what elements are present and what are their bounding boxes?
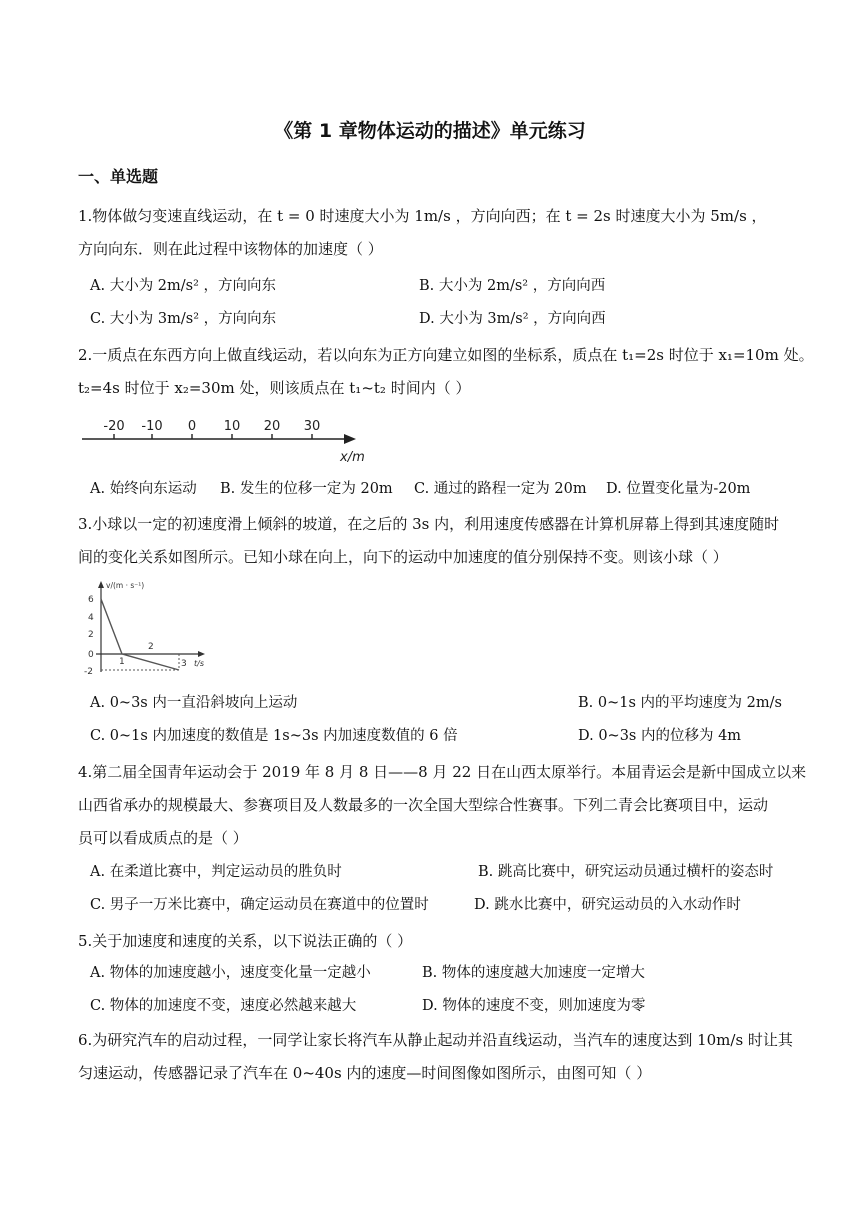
tick-label-20: 20 xyxy=(263,419,281,434)
y-tick-4: 4 xyxy=(88,613,94,623)
q5-option-b: B. 物体的速度越大加速度一定增大 xyxy=(422,965,645,981)
t-axis-label: t/s xyxy=(194,659,204,668)
v-axis-label: v/(m · s⁻¹) xyxy=(106,581,145,590)
tick-label-minus20: -20 xyxy=(103,419,125,434)
tick-label-minus10: -10 xyxy=(141,419,163,434)
y-tick-2: 2 xyxy=(88,630,94,640)
q1-option-c: C. 大小为 3m/s² ，方向向东 xyxy=(90,311,277,327)
q6-stem-line2: 匀速运动，传感器记录了汽车在 0~40s 内的速度—时间图像如图所示，由图可知（ ） xyxy=(78,1064,652,1082)
q3-option-b: B. 0~1s 内的平均速度为 2m/s xyxy=(578,695,782,711)
velocity-time-graph xyxy=(84,576,214,682)
q5-option-a: A. 物体的加速度越小，速度变化量一定越小 xyxy=(90,965,371,981)
y-tick-minus2: -2 xyxy=(84,667,93,677)
v-axis-arrow xyxy=(98,581,104,588)
q2-stem-line2: t₂=4s 时位于 x₂=30m 处，则该质点在 t₁~t₂ 时间内（ ） xyxy=(78,379,471,397)
x-tick-1: 1 xyxy=(119,657,125,667)
q3-stem-line2: 间的变化关系如图所示。已知小球在向上，向下的运动中加速度的值分别保持不变。则该小球（ ） xyxy=(78,548,728,566)
q4-option-a: A. 在柔道比赛中，判定运动员的胜负时 xyxy=(90,864,342,880)
q5-option-d: D. 物体的速度不变，则加速度为零 xyxy=(422,998,646,1014)
tick-label-0: 0 xyxy=(187,419,197,434)
tick-label-10: 10 xyxy=(223,419,241,434)
q4-option-d: D. 跳水比赛中，研究运动员的入水动作时 xyxy=(474,897,741,913)
q1-option-d: D. 大小为 3m/s² ，方向向西 xyxy=(419,311,606,327)
y-tick-6: 6 xyxy=(88,595,94,605)
q1-option-b: B. 大小为 2m/s² ，方向向西 xyxy=(419,278,606,294)
q3-option-d: D. 0~3s 内的位移为 4m xyxy=(578,728,742,744)
graph-segment-return xyxy=(122,654,179,670)
q2-option-b: B. 发生的位移一定为 20m xyxy=(220,481,393,497)
axis-arrow-head xyxy=(344,434,356,444)
axis-label-x: x/m xyxy=(340,450,365,465)
q3-stem-line1: 3.小球以一定的初速度滑上倾斜的坡道，在之后的 3s 内，利用速度传感器在计算机屏幕上得到其速度随时 xyxy=(78,515,780,533)
y-tick-0: 0 xyxy=(88,650,94,660)
section-heading: 一、单选题 xyxy=(78,167,159,186)
number-line-figure xyxy=(82,412,372,468)
q1-stem-line2: 方向向东．则在此过程中该物体的加速度（ ） xyxy=(78,240,383,258)
x-tick-2: 2 xyxy=(148,642,154,652)
q5-stem-line1: 5.关于加速度和速度的关系，以下说法正确的（ ） xyxy=(78,932,413,950)
q2-option-c: C. 通过的路程一定为 20m xyxy=(414,481,587,497)
q1-option-a: A. 大小为 2m/s² ，方向向东 xyxy=(90,278,277,294)
q3-option-a: A. 0~3s 内一直沿斜坡向上运动 xyxy=(90,695,298,711)
q3-option-c: C. 0~1s 内加速度的数值是 1s~3s 内加速度数值的 6 倍 xyxy=(90,728,458,744)
x-tick-3: 3 xyxy=(181,659,187,669)
q6-stem-line1: 6.为研究汽车的启动过程，一同学让家长将汽车从静止起动并沿直线运动，当汽车的速度达到 10m/s 时让其 xyxy=(78,1031,793,1049)
q2-stem-line1: 2.一质点在东西方向上做直线运动，若以向东为正方向建立如图的坐标系，质点在 t₁=2s 时位于 x₁=10m 处。 xyxy=(78,346,814,364)
q2-option-a: A. 始终向东运动 xyxy=(90,481,197,497)
q4-stem-line1: 4.第二届全国青年运动会于 2019 年 8 月 8 日——8 月 22 日在山西太原举行。本届青运会是新中国成立以来 xyxy=(78,763,807,781)
graph-segment-decel xyxy=(101,599,122,654)
q5-option-c: C. 物体的加速度不变，速度必然越来越大 xyxy=(90,998,357,1014)
t-axis-arrow xyxy=(198,651,205,657)
q4-option-c: C. 男子一万米比赛中，确定运动员在赛道中的位置时 xyxy=(90,897,429,913)
q4-stem-line3: 员可以看成质点的是（ ） xyxy=(78,829,248,847)
page-title: 《第 1 章物体运动的描述》单元练习 xyxy=(274,120,586,142)
tick-label-30: 30 xyxy=(303,419,321,434)
q4-stem-line2: 山西省承办的规模最大、参赛项目及人数最多的一次全国大型综合性赛事。下列二青会比赛项目中，运动 xyxy=(78,796,769,814)
q4-option-b: B. 跳高比赛中，研究运动员通过横杆的姿态时 xyxy=(478,864,774,880)
q2-option-d: D. 位置变化量为-20m xyxy=(606,481,751,497)
q1-stem-line1: 1.物体做匀变速直线运动，在 t = 0 时速度大小为 1m/s ，方向向西；在 t = 2s 时速度大小为 5m/s ， xyxy=(78,207,767,225)
